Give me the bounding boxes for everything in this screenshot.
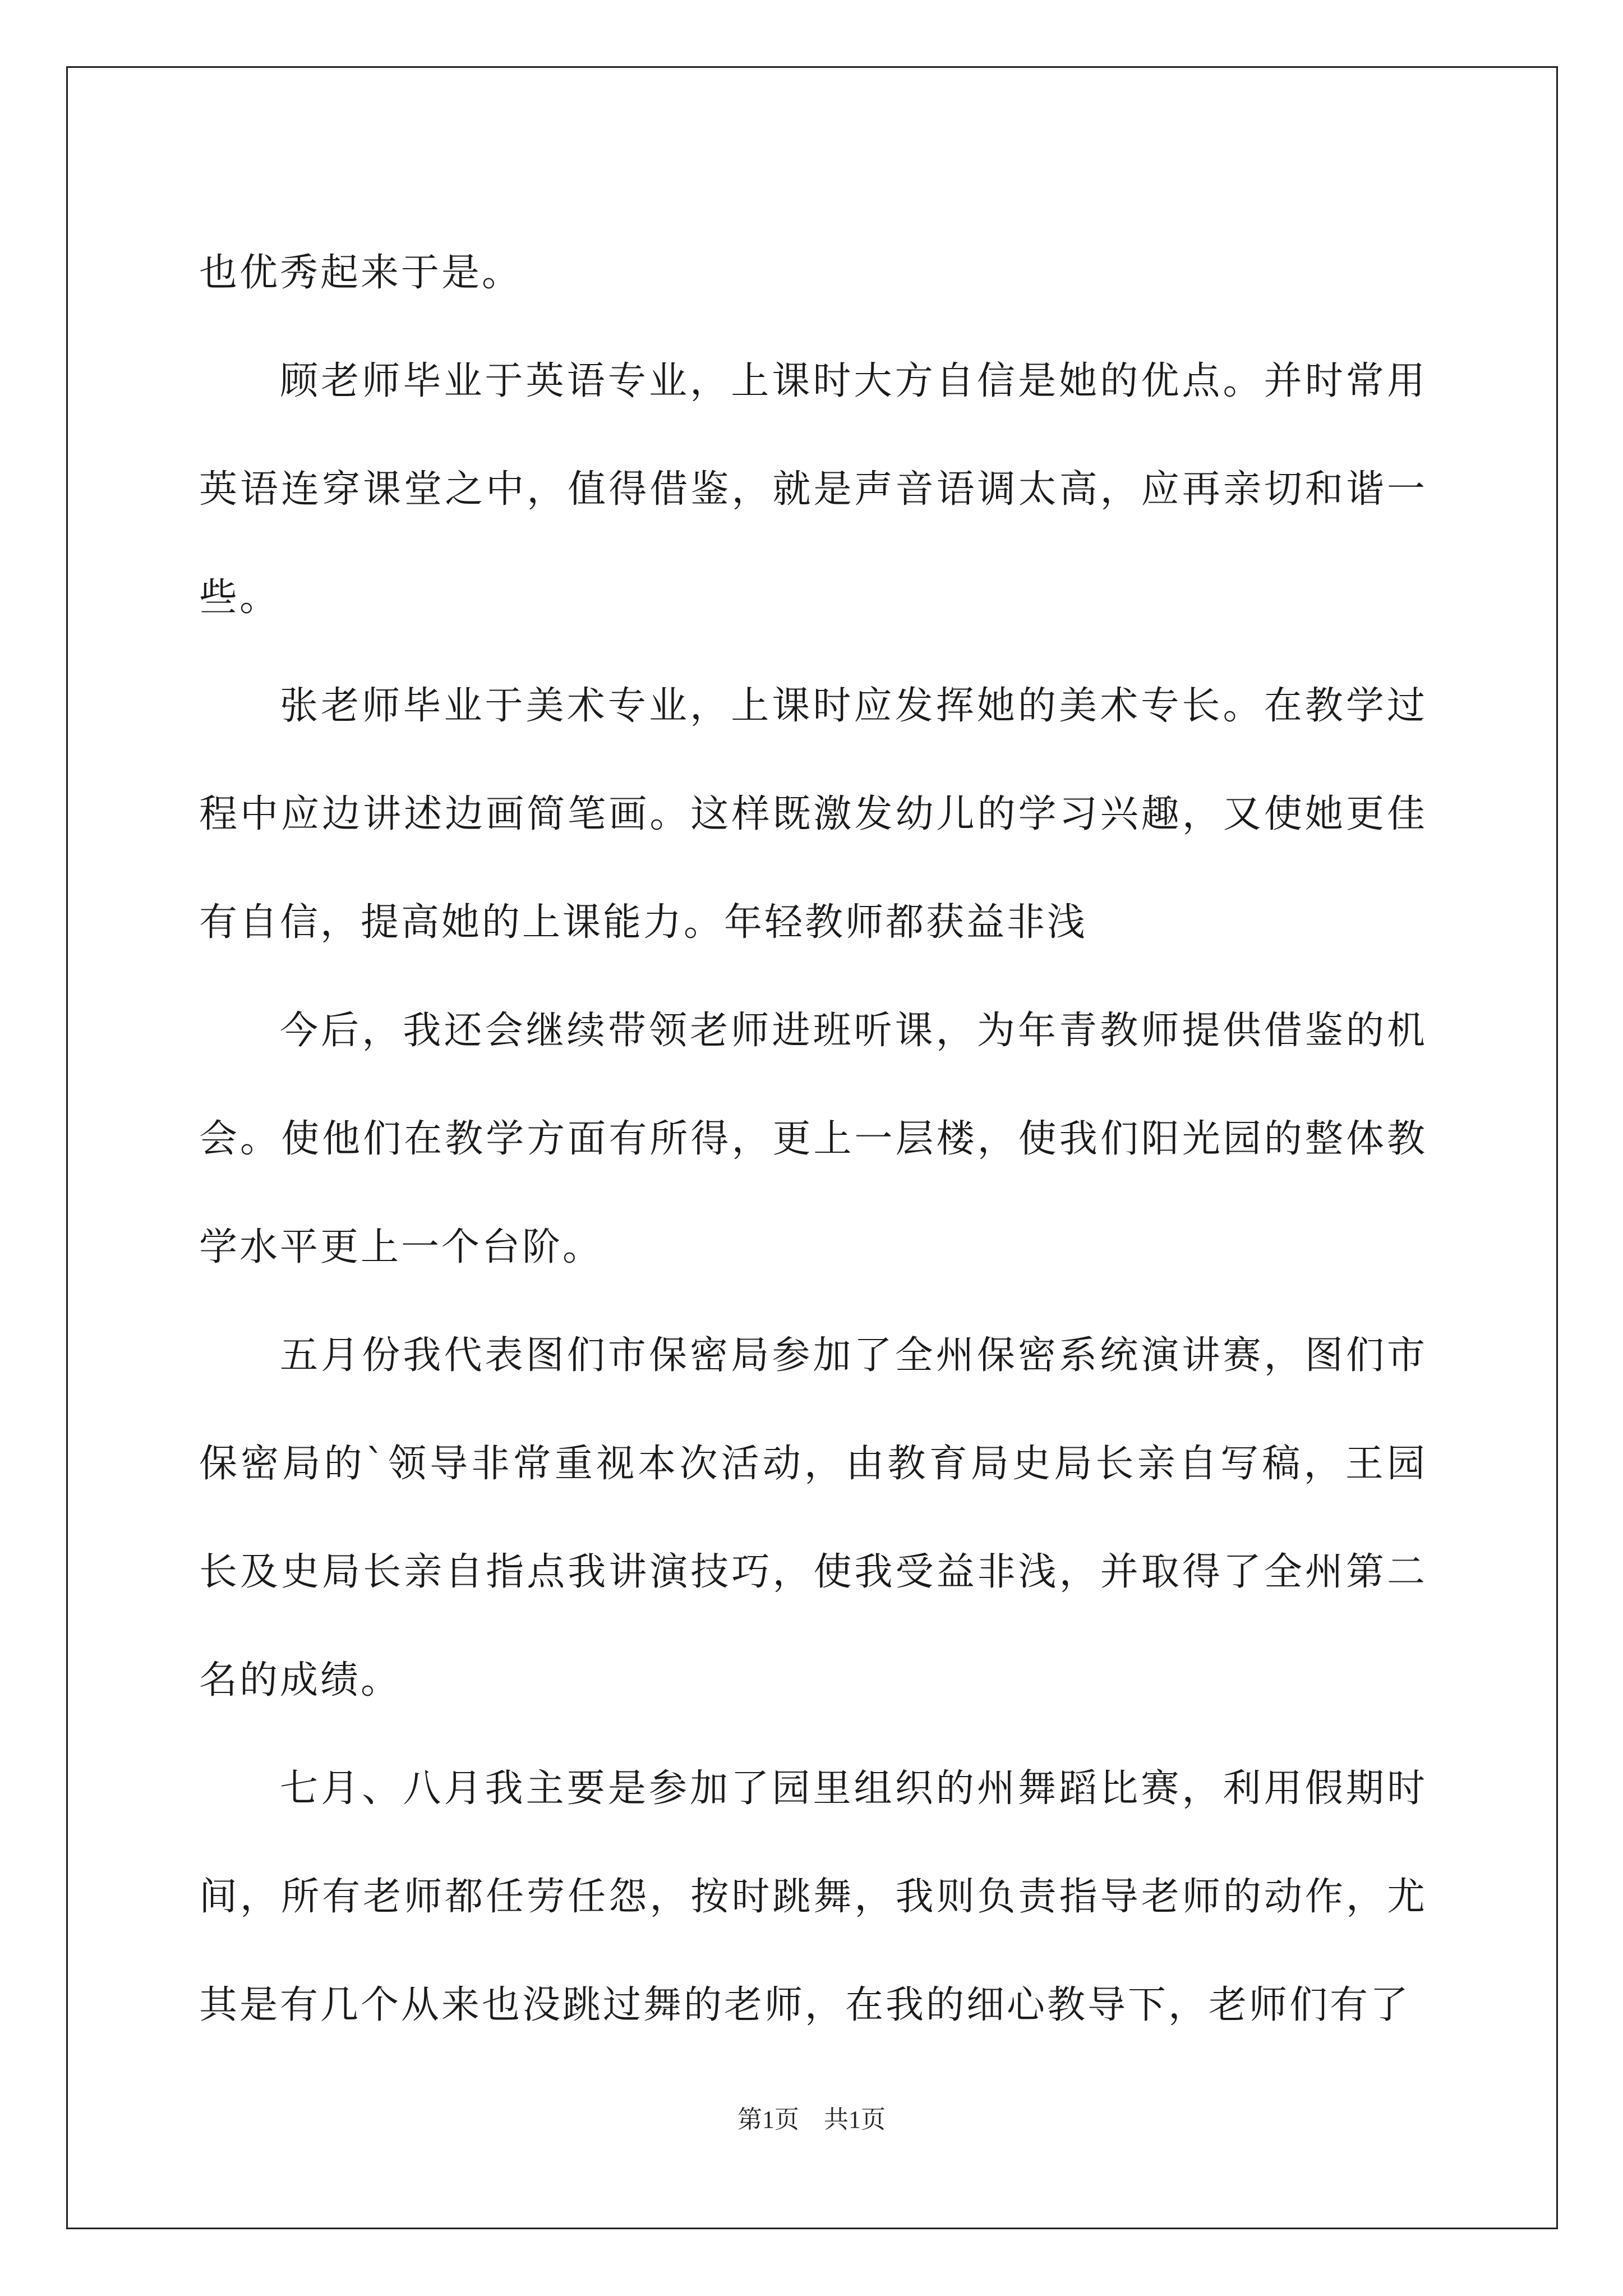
paragraph-1: 也优秀起来于是。 bbox=[199, 251, 523, 295]
page-number: 第1页 bbox=[737, 2106, 799, 2133]
paragraph-5: 五月份我代表图们市保密局参加了全州保密系统演讲赛，图们市保密局的`领导非常重视本次活动，由教育局史局长亲自写稿，王园长及史局长亲自指点我讲演技巧，使我受益非浅，并取得了全州第二名的成绩。 bbox=[199, 1333, 1427, 1703]
paragraph-2: 顾老师毕业于英语专业，上课时大方自信是她的优点。并时常用英语连穿课堂之中，值得借鉴，就是声音语调太高，应再亲切和谐一些。 bbox=[199, 359, 1427, 620]
document-body bbox=[199, 219, 1427, 2059]
page-footer bbox=[0, 2099, 1623, 2135]
page-total: 共1页 bbox=[824, 2106, 886, 2133]
paragraph-6: 七月、八月我主要是参加了园里组织的州舞蹈比赛，利用假期时间，所有老师都任劳任怨，按时跳舞，我则负责指导老师的动作，尤其是有几个从来也没跳过舞的老师，在我的细心教导下，老师们有了 bbox=[199, 1766, 1427, 2027]
paragraph-3: 张老师毕业于美术专业，上课时应发挥她的美术专长。在教学过程中应边讲述边画简笔画。这样既激发幼儿的学习兴趣，又使她更佳有自信，提高她的上课能力。年轻教师都获益非浅 bbox=[199, 684, 1427, 945]
paragraph-4: 今后，我还会继续带领老师进班听课，为年青教师提供借鉴的机会。使他们在教学方面有所得，更上一层楼，使我们阳光园的整体教学水平更上一个台阶。 bbox=[199, 1009, 1427, 1269]
